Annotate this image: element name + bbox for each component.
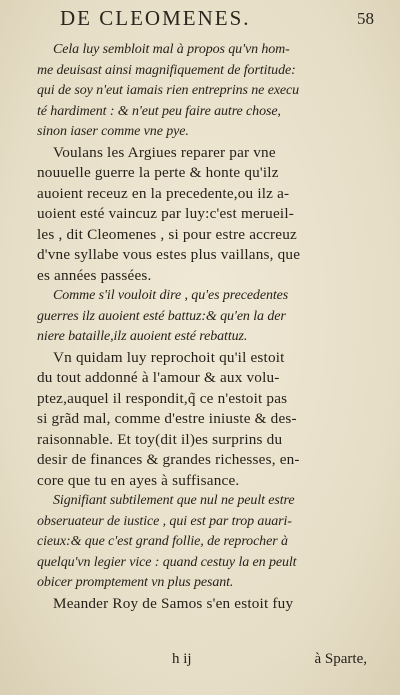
text-line: desir de finances & grandes richesses, en-	[37, 451, 300, 468]
text-line: me deuisast ainsi magnifiquement de fortitude:	[37, 62, 296, 78]
text-line: obicer promptement vn plus pesant.	[37, 575, 234, 590]
text-line: du tout addonné à l'amour & aux volu-	[37, 369, 280, 386]
text-line: d'vne syllabe vous estes plus vaillans, que	[37, 246, 301, 263]
text-line: Cela luy sembloit mal à propos qu'vn hom-	[53, 42, 290, 57]
page-footer	[37, 651, 367, 673]
text-line: auoient receuz en la precedente,ou ilz a-	[37, 184, 290, 202]
text-line: qui de soy n'eut iamais rien entreprins ne execu	[37, 83, 300, 98]
text-line: guerres ilz auoient esté battuz:& qu'en la der	[37, 308, 286, 324]
text-line: obseruateur de iustice , qui est par trop auari-	[37, 513, 292, 529]
body-text	[37, 40, 367, 614]
signature-mark: h ij	[172, 651, 192, 667]
text-line: si grãd mal, comme d'estre iniuste & des-	[37, 410, 297, 427]
text-line: ptez,auquel il respondit,q̃ ce n'estoit pas	[37, 389, 288, 407]
text-line: cieux:& que c'est grand follie, de reprocher à	[37, 534, 288, 549]
text-line: Meander Roy de Samos s'en estoit fuy	[53, 594, 294, 612]
text-line: quelqu'vn legier vice : quand cestuy la en peult	[37, 554, 297, 570]
text-line: Comme s'il vouloit dire , qu'es precedentes	[53, 288, 289, 303]
text-line: nouuelle guerre la perte & honte qu'ilz	[37, 164, 279, 181]
text-line: niere bataille,ilz auoient esté rebattuz.	[37, 329, 248, 344]
text-line: Vn quidam luy reprochoit qu'il estoit	[53, 348, 285, 366]
running-head: DE CLEOMENES.	[60, 6, 251, 30]
text-line: sinon iaser comme vne pye.	[37, 124, 189, 139]
catchword: à Sparte,	[314, 651, 367, 667]
text-line: core que tu en ayes à suffisance.	[37, 471, 240, 489]
text-line: les , dit Cleomenes , si pour estre accreuz	[37, 225, 297, 243]
text-line: es années passées.	[37, 266, 152, 284]
text-line: uoient esté vaincuz par luy:c'est merueil-	[37, 205, 294, 222]
text-line: raisonnable. Et toy(dit il)es surprins du	[37, 430, 283, 448]
text-line: Signifiant subtilement que nul ne peult estre	[53, 493, 295, 508]
text-line: Voulans les Argiues reparer par vne	[53, 143, 276, 161]
page-number: 58	[357, 9, 374, 28]
text-line: té hardiment : & n'eut peu faire autre chose,	[37, 103, 281, 119]
